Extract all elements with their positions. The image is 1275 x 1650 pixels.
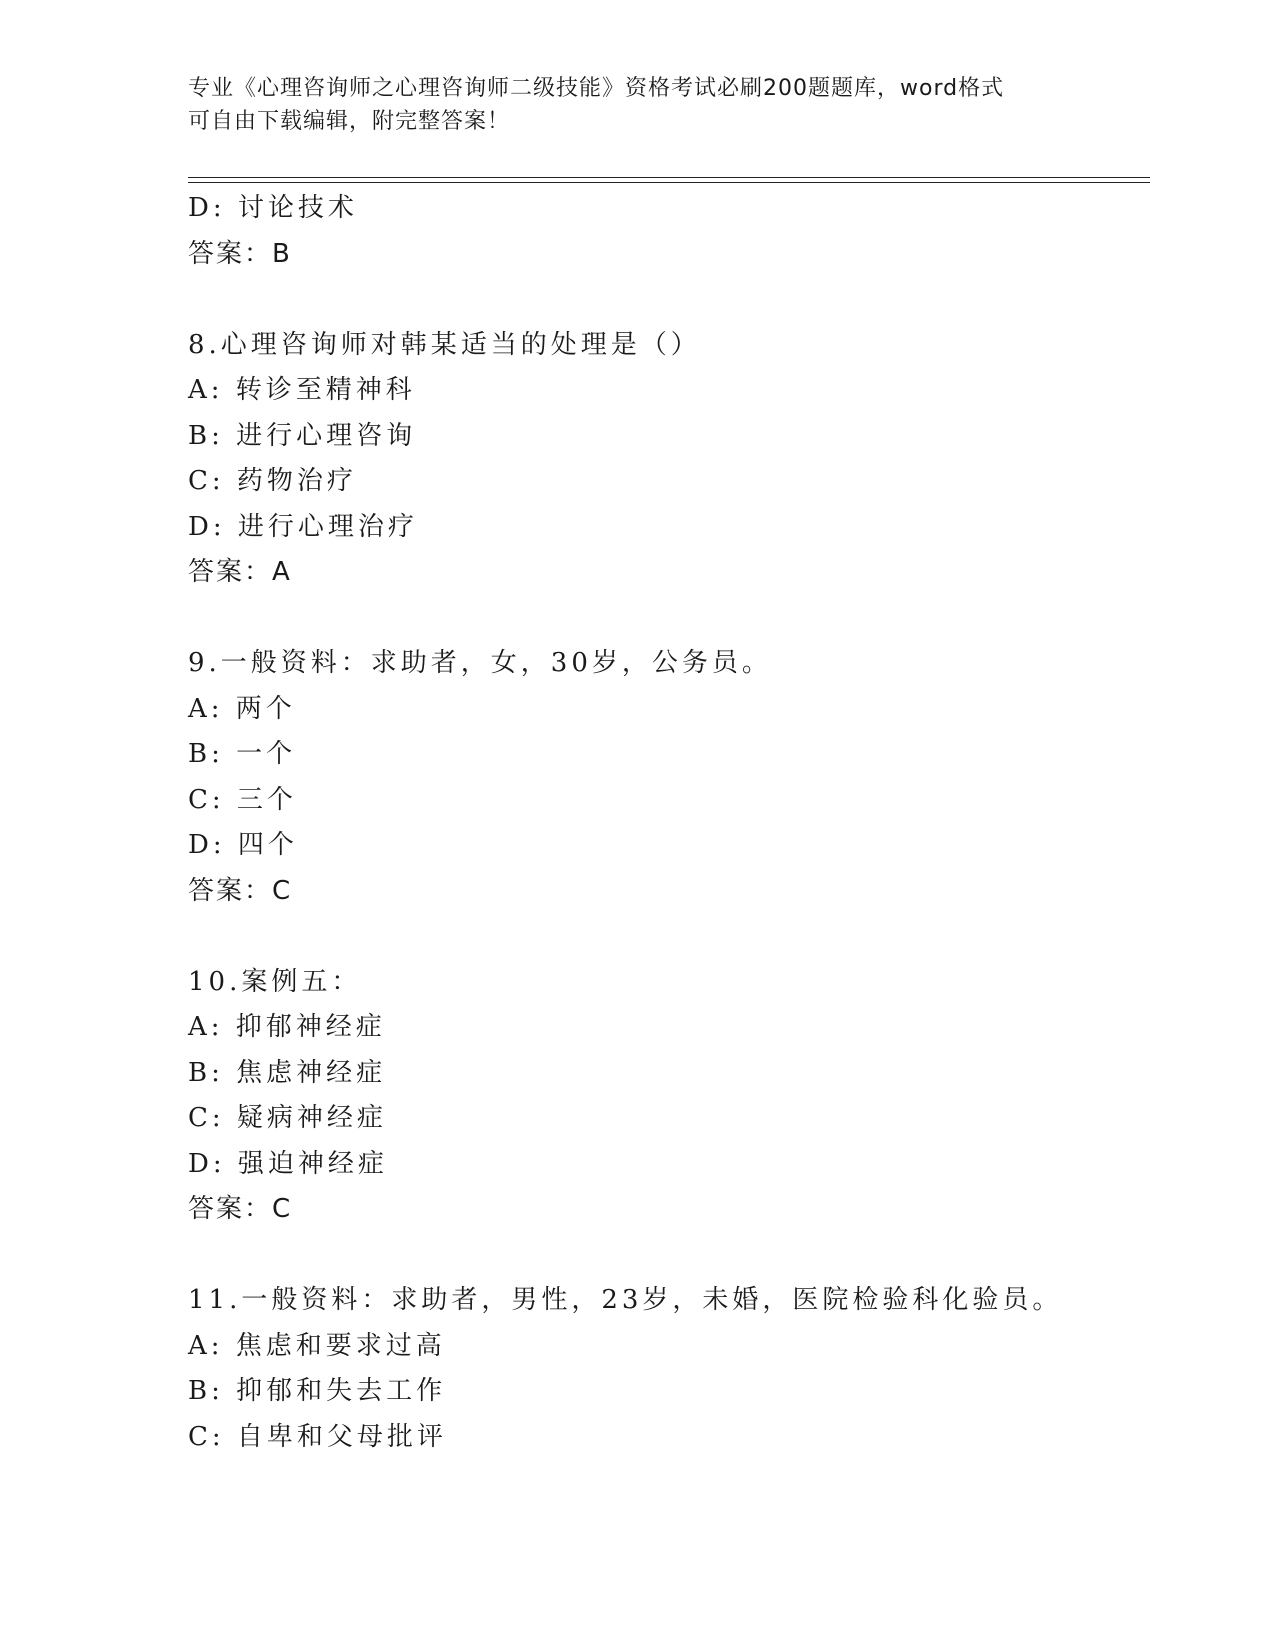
option-a: A: 转诊至精神科	[188, 375, 416, 405]
spacer	[188, 277, 1148, 323]
spacer	[188, 914, 1148, 960]
spacer	[188, 596, 1148, 642]
question-stem: 9.一般资料：求助者，女，30岁，公务员。	[188, 648, 772, 678]
question-stem: 10.案例五：	[188, 966, 362, 997]
option-a: A: 抑郁神经症	[188, 1012, 386, 1042]
option-c: C: 疑病神经症	[188, 1103, 387, 1133]
question-11	[188, 1278, 1148, 1460]
option-a: A: 焦虑和要求过高	[188, 1330, 446, 1361]
option-c: C: 药物治疗	[188, 466, 357, 496]
question-stem: 8.心理咨询师对韩某适当的处理是（）	[188, 329, 701, 360]
answer-line: 答案：C	[188, 1194, 293, 1224]
answer-line: 答案：C	[188, 875, 293, 906]
question-8	[188, 323, 1148, 596]
option-a: A: 两个	[188, 693, 296, 724]
question-list	[188, 186, 1148, 1460]
answer-line: 答案：A	[188, 557, 292, 587]
option-b: B: 抑郁和失去工作	[188, 1376, 447, 1406]
spacer	[188, 1233, 1148, 1279]
header-rule-top	[188, 177, 1150, 178]
option-c: C: 自卑和父母批评	[188, 1421, 447, 1452]
option-b: B: 一个	[188, 739, 297, 769]
document-header	[188, 72, 1088, 138]
option-b: B: 进行心理咨询	[188, 420, 417, 451]
header-rule-bottom	[188, 182, 1150, 183]
question-stem: 11.一般资料：求助者，男性，23岁，未婚，医院检验科化验员。	[188, 1285, 1063, 1315]
option-d: D: 讨论技术	[188, 193, 358, 223]
header-line-1: 专业《心理咨询师之心理咨询师二级技能》资格考试必刷200题题库，word格式	[188, 76, 1005, 101]
question-9	[188, 641, 1148, 914]
option-d: D: 四个	[188, 830, 298, 860]
option-d: D: 进行心理治疗	[188, 511, 418, 542]
answer-line: 答案：B	[188, 238, 292, 269]
option-c: C: 三个	[188, 784, 297, 815]
option-b: B: 焦虑神经症	[188, 1057, 387, 1088]
question-10	[188, 960, 1148, 1233]
option-d: D: 强迫神经症	[188, 1148, 388, 1179]
header-line-2: 可自由下载编辑，附完整答案！	[188, 109, 511, 134]
